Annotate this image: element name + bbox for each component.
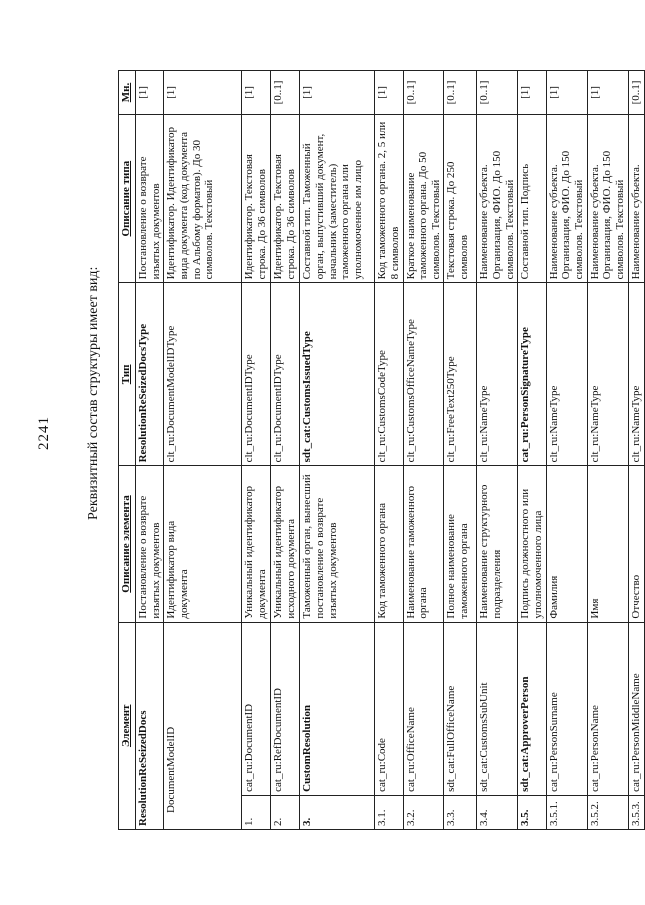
- type-cell: sdt_cat:CustomsIssuedType: [300, 283, 375, 466]
- element-cell: cat_ru:PersonMiddleName: [628, 622, 644, 795]
- multiplicity-cell: [1]: [375, 71, 403, 115]
- element-description-cell: Отчество: [628, 466, 644, 622]
- element-description-cell: Имя: [587, 466, 628, 622]
- table-row: [164, 71, 242, 830]
- multiplicity-cell: [1]: [518, 71, 546, 115]
- multiplicity-cell: [0..1]: [403, 71, 444, 115]
- type-cell: clt_ru:CustomsCodeType: [375, 283, 403, 466]
- structure-table: [118, 70, 645, 830]
- element-cell: cat_ru:Code: [375, 622, 403, 795]
- header-type: Тип: [119, 283, 136, 466]
- row-number-cell: 3.2.: [403, 795, 444, 829]
- element-description-cell: Уникальный идентификатор документа: [242, 466, 271, 622]
- element-description-cell: Постановление о возврате изъятых документов: [136, 466, 164, 622]
- type-cell: clt_ru:NameType: [477, 283, 518, 466]
- table-row: [136, 71, 164, 830]
- type-description-cell: Идентификатор. Текстовая строка. До 36 символов: [271, 114, 300, 282]
- element-cell: DocumentModelID: [164, 622, 242, 829]
- type-description-cell: Наименование субъекта. Организация, ФИО. До 150 символов. Текстовый: [546, 114, 587, 282]
- table-row: [587, 71, 628, 830]
- row-number-cell: 2.: [271, 795, 300, 829]
- type-cell: clt_ru:DocumentModelIDType: [164, 283, 242, 466]
- type-cell: cat_ru:PersonSignatureType: [518, 283, 546, 466]
- element-cell: cat_ru:RefDocumentID: [271, 622, 300, 795]
- type-description-cell: Постановление о возврате изъятых документов: [136, 114, 164, 282]
- table-row: [628, 71, 644, 830]
- type-description-cell: Текстовая строка. До 250 символов: [444, 114, 477, 282]
- table-row: [403, 71, 444, 830]
- type-cell: clt_ru:NameType: [587, 283, 628, 466]
- element-cell: cat_ru:PersonName: [587, 622, 628, 795]
- table-row: [477, 71, 518, 830]
- intro-text: Реквизитный состав структуры имеет вид:: [86, 266, 101, 520]
- table-row: [375, 71, 403, 830]
- table-row: [271, 71, 300, 830]
- type-description-cell: Наименование субъекта. Организация, ФИО. До 150 символов. Текстовый: [477, 114, 518, 282]
- multiplicity-cell: [1]: [546, 71, 587, 115]
- row-number-cell: 1.: [242, 795, 271, 829]
- type-description-cell: Наименование субъекта. Организация, ФИО. До 150 символов. Текстовый: [587, 114, 628, 282]
- element-cell: sdt_cat:CustomsSubUnit: [477, 622, 518, 795]
- type-description-cell: Краткое наименование таможенного органа. До 50 символов. Текстовый: [403, 114, 444, 282]
- multiplicity-cell: [1]: [136, 71, 164, 115]
- row-number-cell: 3.3.: [444, 795, 477, 829]
- element-description-cell: Полное наименование таможенного органа: [444, 466, 477, 622]
- element-description-cell: Таможенный орган, вынесший постановление о возврате изъятых документов: [300, 466, 375, 622]
- row-number-cell: 3.5.1.: [546, 795, 587, 829]
- element-description-cell: Наименование таможенного органа: [403, 466, 444, 622]
- element-description-cell: Уникальный идентификатор исходного документа: [271, 466, 300, 622]
- element-description-cell: Идентификатор вида документа: [164, 466, 242, 622]
- multiplicity-cell: [1]: [242, 71, 271, 115]
- type-cell: clt_ru:CustomsOfficeNameType: [403, 283, 444, 466]
- row-number-cell: 3.4.: [477, 795, 518, 829]
- element-cell: sdt_cat:ApproverPerson: [518, 622, 546, 795]
- element-description-cell: Код таможенного органа: [375, 466, 403, 622]
- element-description-cell: Фамилия: [546, 466, 587, 622]
- element-cell: ResolutionReSeizedDocs: [136, 622, 164, 829]
- type-description-cell: Код таможенного органа. 2, 5 или 8 символов: [375, 114, 403, 282]
- type-cell: clt_ru:NameType: [628, 283, 644, 466]
- header-type-description: Описание типа: [119, 114, 136, 282]
- element-cell: CustomResolution: [300, 622, 375, 795]
- row-number-cell: 3.5.: [518, 795, 546, 829]
- multiplicity-cell: [0..1]: [477, 71, 518, 115]
- element-cell: cat_ru:OfficeName: [403, 622, 444, 795]
- table-row: [444, 71, 477, 830]
- page-number: 2241: [36, 416, 52, 450]
- element-description-cell: Наименование структурного подразделения: [477, 466, 518, 622]
- multiplicity-cell: [1]: [587, 71, 628, 115]
- header-multiplicity: Мн.: [119, 71, 136, 115]
- element-cell: sdt_cat:FullOfficeName: [444, 622, 477, 795]
- multiplicity-cell: [0..1]: [628, 71, 644, 115]
- element-cell: cat_ru:DocumentID: [242, 622, 271, 795]
- table-header-row: [119, 71, 136, 830]
- table-row: [546, 71, 587, 830]
- table-row: [518, 71, 546, 830]
- row-number-cell: 3.5.2.: [587, 795, 628, 829]
- type-description-cell: Наименование субъекта.: [628, 114, 644, 282]
- type-cell: clt_ru:DocumentIDType: [271, 283, 300, 466]
- type-description-cell: Составной тип. Таможенный орган, выпустивший документ, начальник (заместитель) таможенного органа или уполномоченное им лицо: [300, 114, 375, 282]
- element-cell: cat_ru:PersonSurname: [546, 622, 587, 795]
- table-row: [242, 71, 271, 830]
- type-description-cell: Идентификатор. Идентификатор вида документа (код документа по Альбому форматов). До 30 символов. Текстовый: [164, 114, 242, 282]
- structure-table-wrapper: [118, 70, 642, 830]
- type-cell: clt_ru:FreeText250Type: [444, 283, 477, 466]
- type-cell: clt_ru:DocumentIDType: [242, 283, 271, 466]
- multiplicity-cell: [0..1]: [444, 71, 477, 115]
- header-element: Элемент: [119, 622, 136, 829]
- element-description-cell: Подпись должностного или уполномоченного лица: [518, 466, 546, 622]
- header-element-description: Описание элемента: [119, 466, 136, 622]
- type-cell: ResolutionReSeizedDocsType: [136, 283, 164, 466]
- type-cell: clt_ru:NameType: [546, 283, 587, 466]
- row-number-cell: 3.: [300, 795, 375, 829]
- multiplicity-cell: [1]: [300, 71, 375, 115]
- multiplicity-cell: [1]: [164, 71, 242, 115]
- multiplicity-cell: [0..1]: [271, 71, 300, 115]
- type-description-cell: Идентификатор. Текстовая строка. До 36 символов: [242, 114, 271, 282]
- row-number-cell: 3.1.: [375, 795, 403, 829]
- table-row: [300, 71, 375, 830]
- type-description-cell: Составной тип. Подпись: [518, 114, 546, 282]
- row-number-cell: 3.5.3.: [628, 795, 644, 829]
